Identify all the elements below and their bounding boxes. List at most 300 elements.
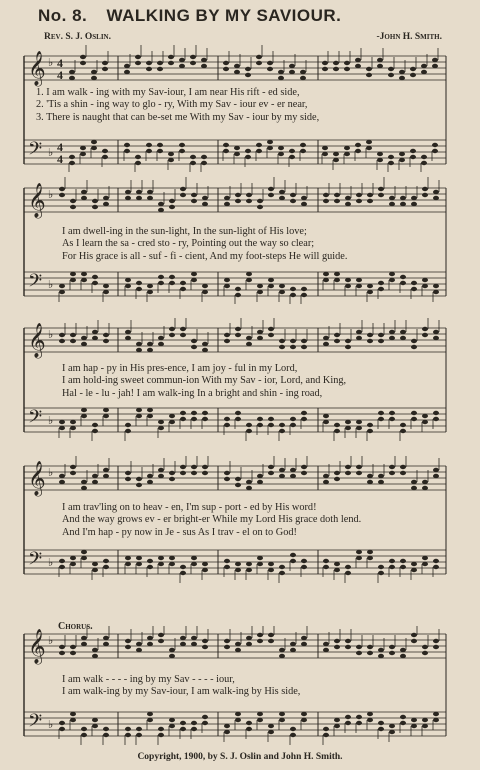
note-head	[301, 196, 307, 200]
note-head	[300, 143, 306, 147]
lyrics-block-chorus	[62, 674, 480, 699]
note-head	[168, 152, 174, 156]
note-head	[125, 477, 131, 481]
note-head	[422, 651, 428, 655]
note-head	[301, 293, 307, 297]
note-head	[235, 562, 241, 566]
note-head	[103, 290, 109, 294]
bass-clef-icon: 𝄢	[28, 407, 43, 432]
note-head	[301, 642, 307, 646]
note-head	[421, 155, 427, 159]
note-head	[256, 149, 262, 153]
note-head	[389, 336, 395, 340]
lyric-line: 2. 'Tis a shin - ing way to glo - ry, With my Sav - iour ev - er near,	[36, 99, 308, 111]
note-head	[158, 733, 164, 737]
note-head	[334, 423, 340, 427]
flat-icon: ♭	[48, 635, 54, 647]
note-head	[179, 58, 185, 62]
note-head	[433, 190, 439, 194]
note-head	[268, 465, 274, 469]
note-head	[334, 718, 340, 722]
note-head	[59, 339, 65, 343]
note-head	[290, 474, 296, 478]
note-head	[146, 143, 152, 147]
note-head	[169, 333, 175, 337]
lyric-line: Hal - le - lu - jah! I am walk-ing In a bright and shin - ing road,	[62, 387, 323, 399]
note-head	[356, 645, 362, 649]
note-head	[257, 639, 263, 643]
lyric-line: 3. There is naught that can be-set me With my Sav - iour by my side,	[36, 111, 320, 123]
flat-icon: ♭	[48, 329, 54, 341]
note-head	[180, 465, 186, 469]
note-head	[268, 193, 274, 197]
note-head	[356, 721, 362, 725]
note-head	[191, 193, 197, 197]
note-head	[356, 426, 362, 430]
note-head	[268, 187, 274, 191]
note-head	[257, 284, 263, 288]
note-head	[345, 465, 351, 469]
note-head	[268, 327, 274, 331]
note-head	[147, 718, 153, 722]
note-head	[147, 284, 153, 288]
note-head	[92, 654, 98, 658]
note-head	[235, 568, 241, 572]
note-head	[147, 642, 153, 646]
note-head	[345, 645, 351, 649]
note-head	[323, 420, 329, 424]
note-head	[290, 345, 296, 349]
note-head	[59, 187, 65, 191]
note-head	[202, 645, 208, 649]
note-head	[59, 651, 65, 655]
note-head	[344, 146, 350, 150]
note-head	[59, 193, 65, 197]
note-head	[191, 278, 197, 282]
treble-clef-icon: 𝄞	[28, 183, 46, 218]
note-head	[202, 417, 208, 421]
note-head	[191, 556, 197, 560]
note-head	[69, 155, 75, 159]
note-head	[158, 342, 164, 346]
note-head	[389, 202, 395, 206]
note-head	[147, 290, 153, 294]
flat-icon: ♭	[48, 147, 54, 159]
note-head	[245, 149, 251, 153]
note-head	[400, 648, 406, 652]
note-head	[125, 423, 131, 427]
note-head	[389, 196, 395, 200]
note-head	[180, 727, 186, 731]
note-head	[367, 556, 373, 560]
flat-icon: ♭	[48, 467, 54, 479]
note-head	[59, 727, 65, 731]
note-head	[411, 633, 417, 637]
note-head	[158, 639, 164, 643]
time-signature-top: 4	[57, 56, 63, 70]
note-head	[323, 336, 329, 340]
note-head	[169, 718, 175, 722]
note-head	[246, 721, 252, 725]
note-head	[158, 562, 164, 566]
note-head	[290, 553, 296, 557]
note-head	[179, 143, 185, 147]
note-head	[301, 718, 307, 722]
note-head	[169, 281, 175, 285]
note-head	[301, 565, 307, 569]
note-head	[136, 348, 142, 352]
note-head	[323, 193, 329, 197]
note-head	[169, 648, 175, 652]
note-head	[158, 281, 164, 285]
note-head	[389, 417, 395, 421]
note-head	[246, 642, 252, 646]
note-head	[334, 333, 340, 337]
note-head	[235, 293, 241, 297]
note-head	[422, 333, 428, 337]
note-head	[191, 465, 197, 469]
note-head	[389, 730, 395, 734]
note-head	[92, 281, 98, 285]
note-head	[378, 654, 384, 658]
note-head	[92, 205, 98, 209]
note-head	[289, 64, 295, 68]
note-head	[202, 471, 208, 475]
note-head	[125, 190, 131, 194]
lyric-line: As I learn the sa - cred sto - ry, Pointing out the way so clear;	[62, 238, 315, 250]
note-head	[103, 468, 109, 472]
note-head	[378, 727, 384, 731]
note-head	[136, 408, 142, 412]
note-head	[422, 562, 428, 566]
note-head	[378, 417, 384, 421]
note-head	[180, 333, 186, 337]
note-head	[388, 161, 394, 165]
note-head	[147, 414, 153, 418]
note-head	[411, 339, 417, 343]
note-head	[191, 272, 197, 276]
note-head	[234, 146, 240, 150]
note-head	[136, 196, 142, 200]
note-head	[345, 196, 351, 200]
note-head	[411, 486, 417, 490]
note-head	[81, 636, 87, 640]
note-head	[301, 202, 307, 206]
note-head	[290, 559, 296, 563]
note-head	[433, 336, 439, 340]
note-head	[333, 61, 339, 65]
note-head	[235, 327, 241, 331]
note-head	[367, 718, 373, 722]
flat-icon: ♭	[48, 189, 54, 201]
note-head	[92, 480, 98, 484]
note-head	[125, 556, 131, 560]
note-head	[279, 712, 285, 716]
note-head	[147, 559, 153, 563]
note-head	[301, 287, 307, 291]
note-head	[378, 187, 384, 191]
treble-clef-icon: 𝄞	[28, 629, 46, 664]
note-head	[147, 712, 153, 716]
note-head	[411, 281, 417, 285]
note-head	[278, 70, 284, 74]
note-head	[202, 411, 208, 415]
note-head	[367, 651, 373, 655]
note-head	[245, 73, 251, 77]
note-head	[191, 199, 197, 203]
note-head	[81, 278, 87, 282]
lyric-line: I am hap - py in His pres-ence, I am joy - ful in my Lord,	[62, 363, 298, 374]
note-head	[257, 417, 263, 421]
note-head	[103, 559, 109, 563]
note-head	[202, 562, 208, 566]
note-head	[422, 645, 428, 649]
note-head	[300, 149, 306, 153]
note-head	[400, 465, 406, 469]
note-head	[125, 429, 131, 433]
note-head	[69, 76, 75, 80]
note-head	[432, 58, 438, 62]
note-head	[433, 468, 439, 472]
note-head	[355, 58, 361, 62]
hymn-title	[38, 6, 458, 26]
note-head	[202, 342, 208, 346]
note-head	[92, 429, 98, 433]
note-head	[169, 205, 175, 209]
note-head	[246, 429, 252, 433]
note-head	[388, 67, 394, 71]
note-head	[290, 727, 296, 731]
note-head	[202, 202, 208, 206]
treble-clef-icon: 𝄞	[28, 323, 46, 358]
note-head	[333, 67, 339, 71]
note-head	[410, 149, 416, 153]
note-head	[180, 193, 186, 197]
note-head	[136, 556, 142, 560]
note-head	[323, 199, 329, 203]
note-head	[433, 290, 439, 294]
note-head	[367, 423, 373, 427]
note-head	[289, 70, 295, 74]
note-head	[157, 149, 163, 153]
note-head	[103, 733, 109, 737]
note-head	[422, 486, 428, 490]
note-head	[224, 724, 230, 728]
note-head	[344, 61, 350, 65]
note-head	[180, 281, 186, 285]
note-head	[389, 411, 395, 415]
note-head	[224, 565, 230, 569]
note-head	[257, 199, 263, 203]
note-head	[246, 278, 252, 282]
note-head	[279, 284, 285, 288]
note-head	[334, 429, 340, 433]
lyrics-block-2	[62, 226, 480, 263]
note-head	[345, 471, 351, 475]
note-head	[180, 471, 186, 475]
note-head	[279, 718, 285, 722]
note-head	[103, 202, 109, 206]
note-head	[290, 423, 296, 427]
note-head	[279, 423, 285, 427]
note-head	[333, 158, 339, 162]
note-head	[279, 468, 285, 472]
note-head	[355, 64, 361, 68]
note-head	[356, 420, 362, 424]
note-head	[433, 718, 439, 722]
note-head	[279, 654, 285, 658]
note-head	[268, 724, 274, 728]
note-head	[422, 414, 428, 418]
note-head	[202, 721, 208, 725]
note-head	[279, 190, 285, 194]
note-head	[268, 471, 274, 475]
note-head	[278, 76, 284, 80]
note-head	[378, 565, 384, 569]
note-head	[103, 339, 109, 343]
note-head	[378, 339, 384, 343]
note-head	[70, 651, 76, 655]
note-head	[432, 64, 438, 68]
note-head	[103, 333, 109, 337]
note-head	[323, 648, 329, 652]
note-head	[246, 199, 252, 203]
note-head	[70, 420, 76, 424]
note-head	[125, 336, 131, 340]
note-head	[180, 287, 186, 291]
note-head	[169, 199, 175, 203]
note-head	[91, 76, 97, 80]
note-head	[157, 143, 163, 147]
note-head	[323, 642, 329, 646]
lyricist-credit: Rev. S. J. Oslin.	[44, 32, 111, 42]
note-head	[378, 721, 384, 725]
note-head	[92, 423, 98, 427]
lyric-line: For His grace is all - suf - fi - cient, And my foot-steps He will guide.	[62, 250, 348, 262]
note-head	[81, 486, 87, 490]
note-head	[433, 645, 439, 649]
note-head	[433, 411, 439, 415]
note-head	[136, 281, 142, 285]
note-head	[136, 642, 142, 646]
note-head	[334, 272, 340, 276]
note-head	[147, 565, 153, 569]
note-head	[245, 67, 251, 71]
note-head	[257, 480, 263, 484]
note-head	[92, 474, 98, 478]
note-head	[246, 727, 252, 731]
note-head	[70, 272, 76, 276]
time-signature-bottom: 4	[57, 152, 63, 166]
note-head	[422, 420, 428, 424]
note-head	[169, 327, 175, 331]
note-head	[345, 571, 351, 575]
note-head	[147, 190, 153, 194]
note-head	[158, 556, 164, 560]
note-head	[367, 712, 373, 716]
note-head	[135, 61, 141, 65]
note-head	[202, 715, 208, 719]
note-head	[422, 193, 428, 197]
note-head	[422, 187, 428, 191]
note-head	[345, 339, 351, 343]
note-head	[410, 73, 416, 77]
lyric-line: And the way grows ev - er bright-er While my Lord His grace doth lend.	[62, 514, 362, 526]
note-head	[136, 287, 142, 291]
note-head	[400, 429, 406, 433]
note-head	[190, 55, 196, 59]
note-head	[246, 568, 252, 572]
note-head	[91, 146, 97, 150]
note-head	[81, 408, 87, 412]
note-head	[433, 417, 439, 421]
note-head	[345, 420, 351, 424]
note-head	[290, 339, 296, 343]
note-head	[235, 718, 241, 722]
note-head	[290, 287, 296, 291]
note-head	[411, 411, 417, 415]
note-head	[191, 727, 197, 731]
note-head	[147, 342, 153, 346]
note-head	[92, 562, 98, 566]
note-head	[81, 190, 87, 194]
note-head	[103, 636, 109, 640]
note-head	[356, 330, 362, 334]
note-head	[411, 287, 417, 291]
note-head	[80, 152, 86, 156]
note-head	[289, 149, 295, 153]
lyrics-block-1	[36, 87, 456, 124]
note-head	[59, 645, 65, 649]
note-head	[257, 633, 263, 637]
note-head	[290, 642, 296, 646]
lyric-line: I am dwell-ing in the sun-light, In the sun-light of His love;	[62, 226, 307, 237]
note-head	[267, 140, 273, 144]
note-head	[334, 562, 340, 566]
flat-icon: ♭	[48, 57, 54, 69]
note-head	[366, 73, 372, 77]
note-head	[268, 568, 274, 572]
note-head	[367, 193, 373, 197]
note-head	[234, 70, 240, 74]
note-head	[59, 290, 65, 294]
note-head	[389, 559, 395, 563]
note-head	[158, 275, 164, 279]
note-head	[81, 642, 87, 646]
note-head	[334, 639, 340, 643]
note-head	[235, 417, 241, 421]
note-head	[377, 152, 383, 156]
note-head	[180, 411, 186, 415]
note-head	[268, 633, 274, 637]
note-head	[80, 61, 86, 65]
note-head	[268, 417, 274, 421]
note-head	[411, 562, 417, 566]
note-head	[59, 480, 65, 484]
note-head	[179, 64, 185, 68]
note-head	[136, 562, 142, 566]
note-head	[191, 562, 197, 566]
note-head	[59, 565, 65, 569]
note-head	[279, 345, 285, 349]
note-head	[356, 651, 362, 655]
note-head	[334, 568, 340, 572]
note-head	[147, 348, 153, 352]
note-head	[367, 480, 373, 484]
note-head	[91, 70, 97, 74]
note-head	[278, 152, 284, 156]
note-head	[301, 559, 307, 563]
